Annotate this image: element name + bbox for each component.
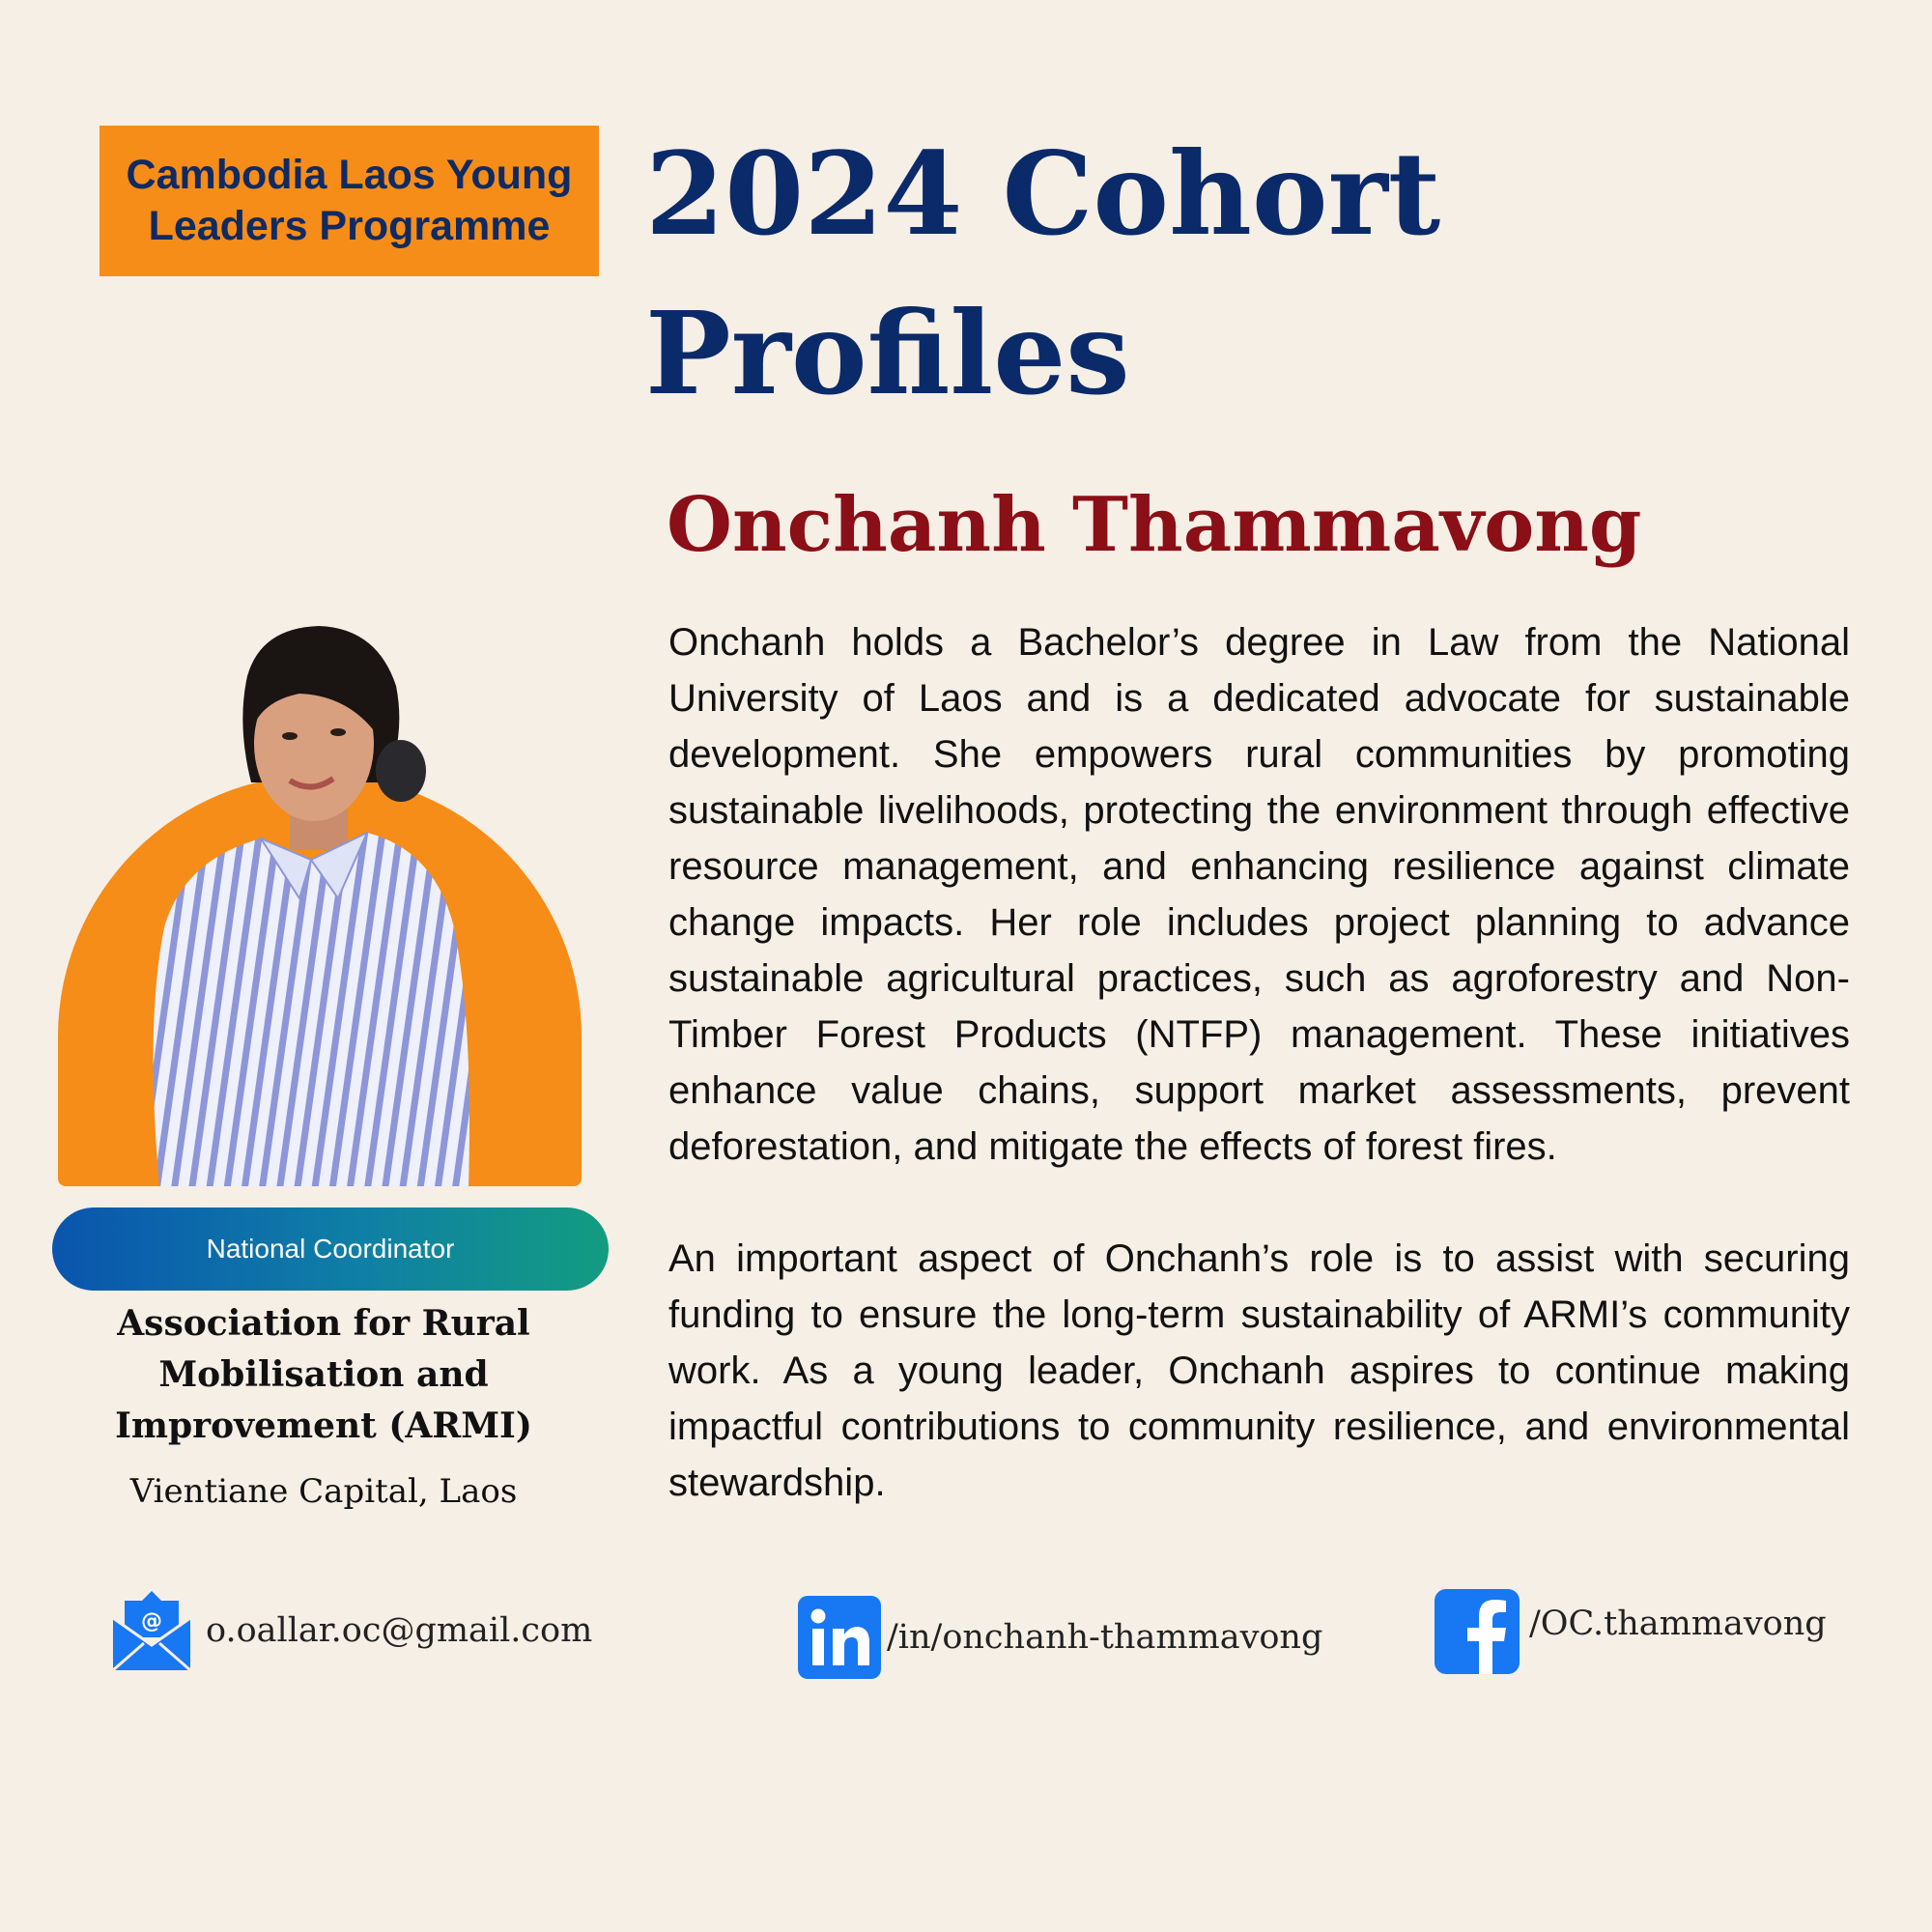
email-contact[interactable] — [111, 1589, 592, 1672]
location-text: Vientiane Capital, Laos — [129, 1472, 518, 1511]
facebook-icon — [1435, 1589, 1520, 1674]
profile-name: Onchanh Thammavong — [667, 481, 1642, 569]
svg-text:@: @ — [141, 1609, 162, 1634]
profile-bio — [668, 614, 1850, 1567]
facebook-text: /OC.thammavong — [1529, 1605, 1827, 1643]
linkedin-text: /in/onchanh-thammavong — [887, 1618, 1323, 1657]
organization-name: Association for Rural Mobilisation and Improvement (ARMI) — [115, 1303, 532, 1446]
linkedin-icon — [798, 1596, 881, 1679]
facebook-contact[interactable] — [1435, 1589, 1827, 1674]
portrait-image — [58, 618, 583, 1186]
role-badge — [52, 1208, 609, 1291]
email-icon — [111, 1589, 192, 1672]
program-badge-label: Cambodia Laos Young Leaders Programme — [126, 152, 573, 249]
role-label: National Coordinator — [206, 1234, 455, 1264]
page-title-line2: Profiles — [645, 286, 1130, 420]
page-title-line1: 2024 Cohort — [645, 127, 1441, 261]
profile-photo — [58, 618, 583, 1186]
linkedin-contact[interactable] — [798, 1596, 1322, 1679]
program-badge — [99, 126, 599, 276]
page-title — [645, 114, 1515, 433]
bio-paragraph: Onchanh holds a Bachelor’s degree in Law from the National University of Laos and is a dedicated advocate for sustainable development. She empowers rural communities by promoting sustainable livelihoods, protecting the environment through effective resource management, and enhancing resilience against climate change impacts. Her role includes project planning to advance sustainable agricultural practices, such as agroforestry and Non-Timber Forest Products (NTFP) management. These initiatives enhance value chains, support market assessments, prevent deforestation, and mitigate the effects of forest fires. — [668, 621, 1850, 1168]
bio-paragraph: An important aspect of Onchanh’s role is to assist with securing funding to ensure the long-term sustainability of ARMI’s community work. As a young leader, Onchanh aspires to continue making impactful contributions to community resilience, and environmental stewardship. — [668, 1237, 1850, 1504]
email-text: o.oallar.oc@gmail.com — [206, 1611, 593, 1650]
